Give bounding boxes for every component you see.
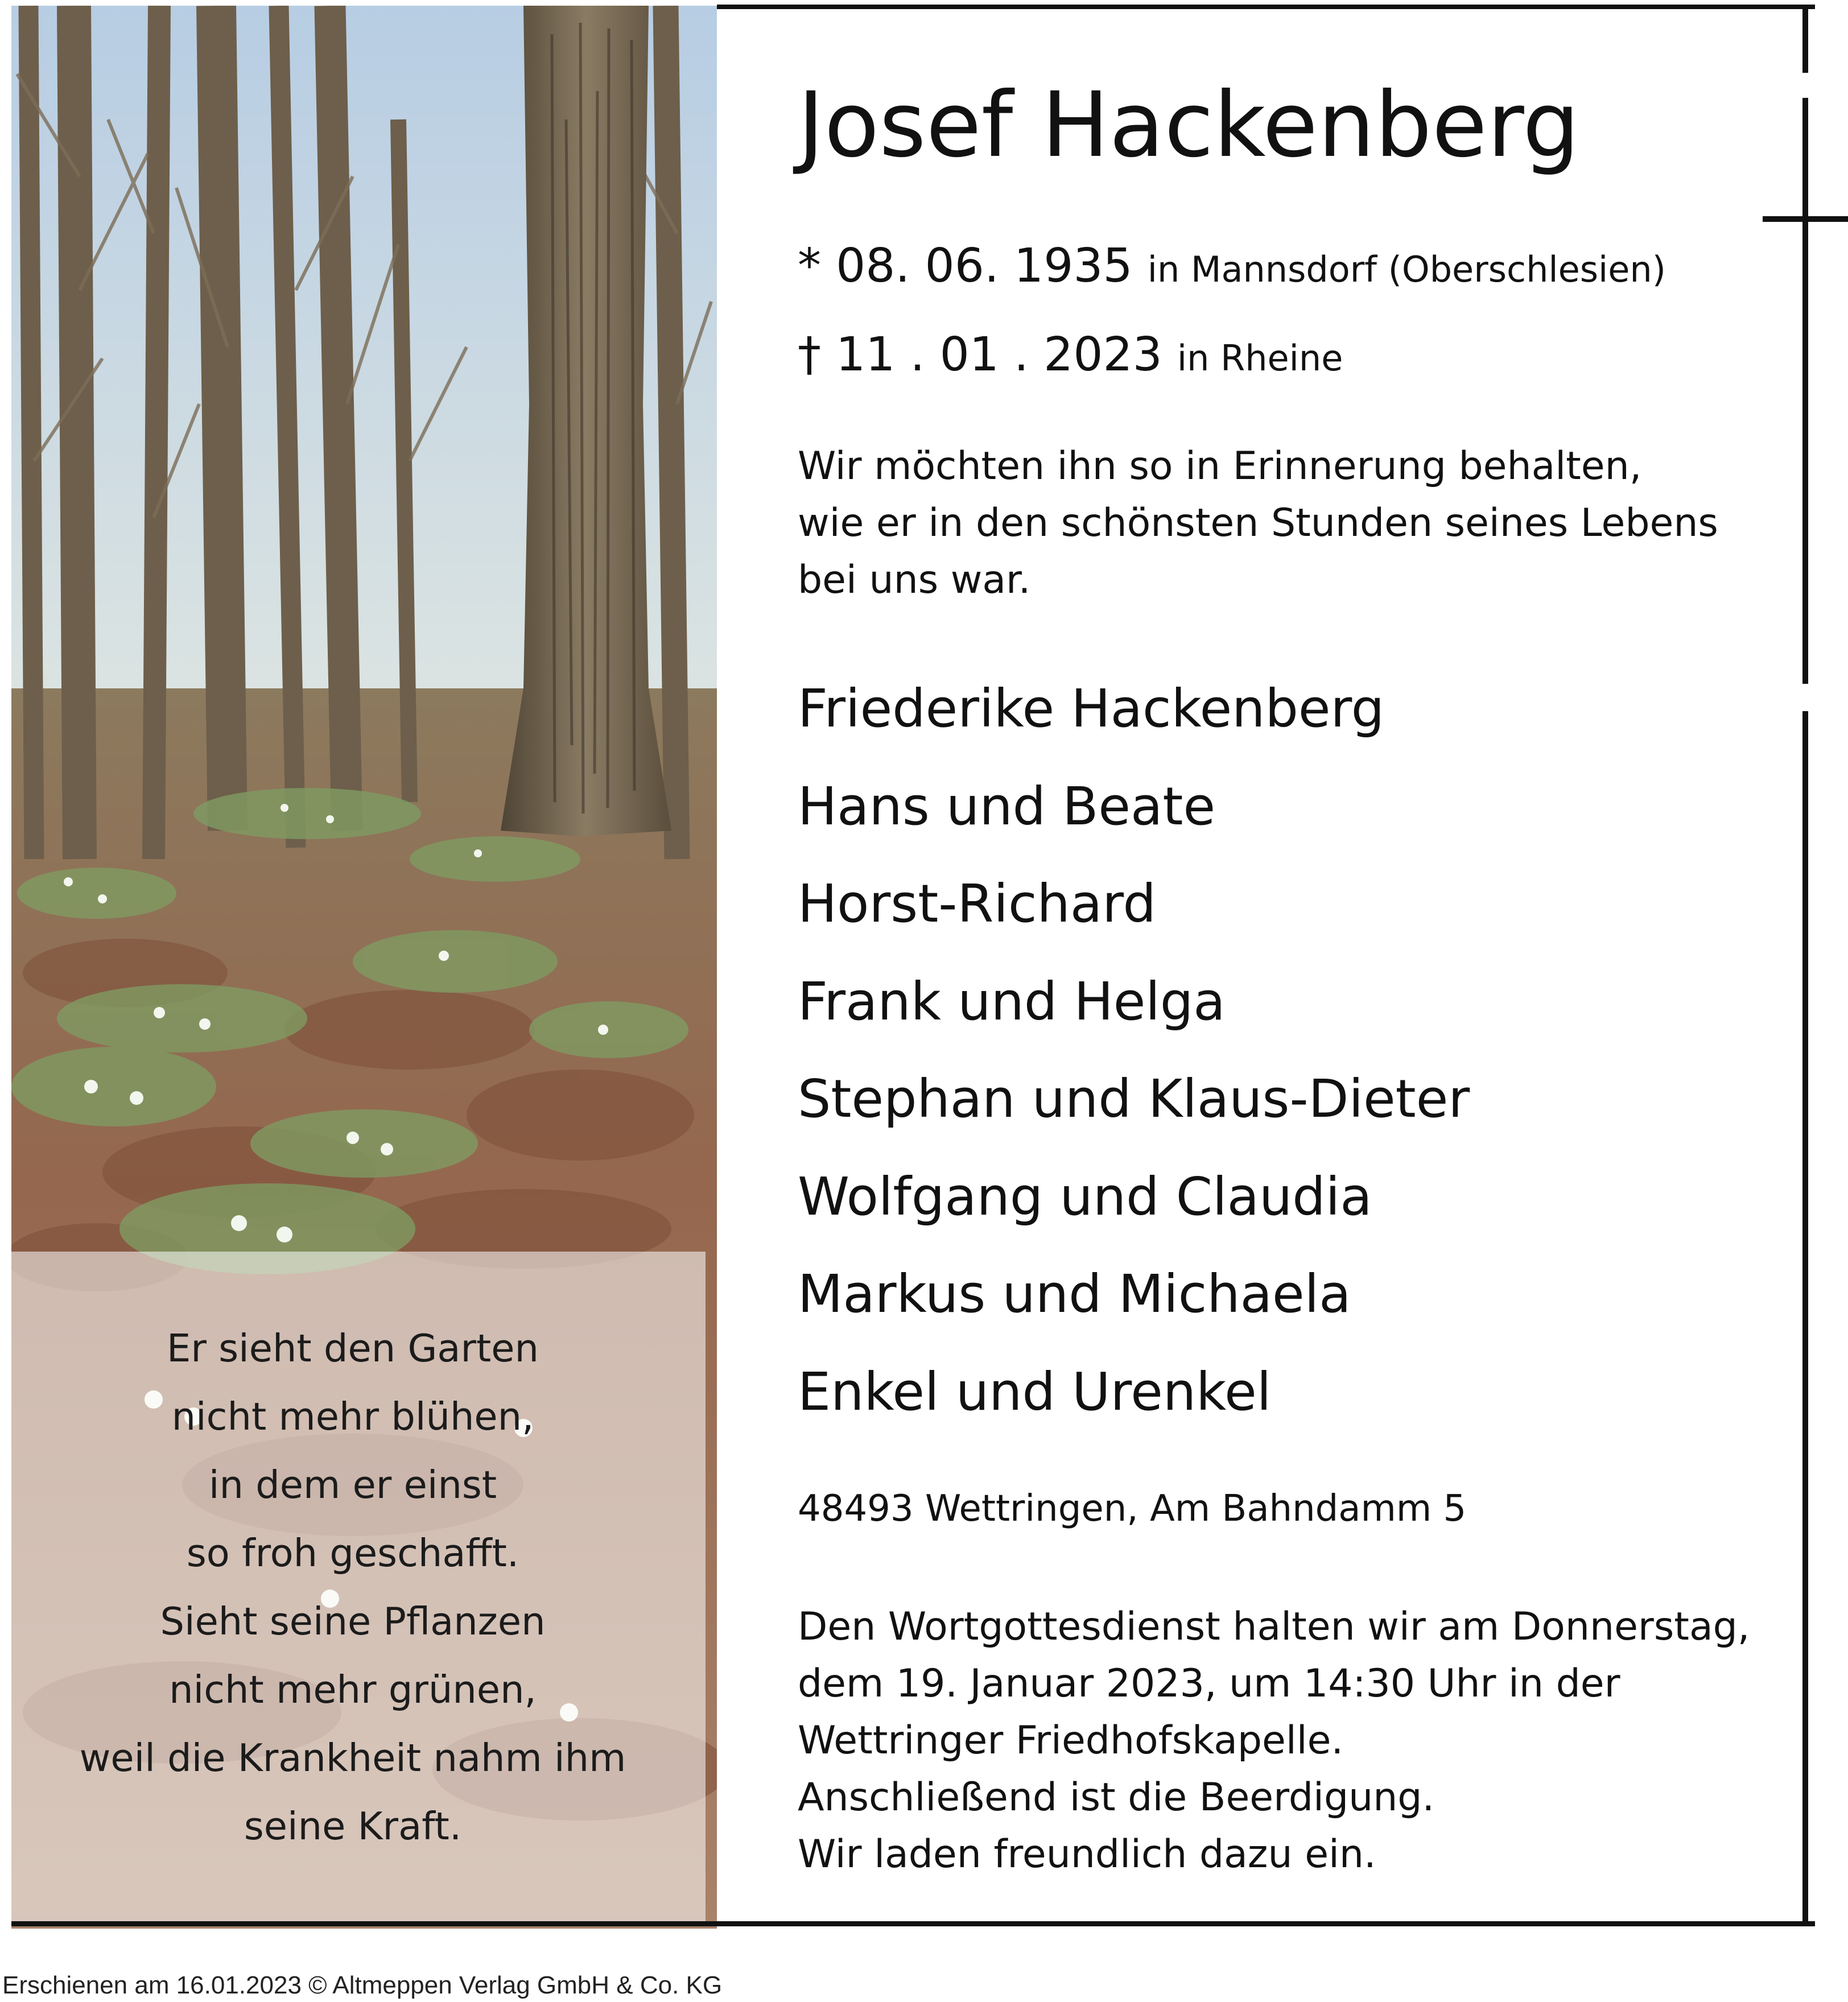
frame-right-border — [1802, 5, 1808, 73]
family-address: 48493 Wettringen, Am Bahndamm 5 — [798, 1488, 1467, 1530]
frame-bottom-border — [11, 1921, 1815, 1926]
death-line — [798, 327, 1343, 387]
birth-date: 08. 06. 1935 — [836, 239, 1133, 293]
service-line: Den Wortgottesdienst halten wir am Donnerstag, — [798, 1604, 1750, 1649]
poem-line: weil die Krankheit nahm ihm — [79, 1736, 626, 1780]
family-member: Horst-Richard — [798, 873, 1156, 934]
death-date: 11 . 01 . 2023 — [836, 328, 1162, 382]
quote-line: Wir möchten ihn so in Erinnerung behalten, — [798, 444, 1642, 489]
family-member: Frank und Helga — [798, 971, 1226, 1032]
cross-bar — [1763, 216, 1848, 222]
family-member: Hans und Beate — [798, 775, 1216, 837]
birth-line — [798, 238, 1666, 298]
birth-place: in Mannsdorf (Oberschlesien) — [1147, 249, 1666, 290]
deceased-name: Josef Hackenberg — [798, 73, 1580, 178]
poem-line: seine Kraft. — [244, 1804, 462, 1848]
service-info — [798, 1599, 1750, 1883]
family-member: Wolfgang und Claudia — [798, 1166, 1372, 1227]
death-place: in Rheine — [1177, 337, 1343, 379]
publication-footer: Erschienen am 16.01.2023 © Altmeppen Verlag GmbH & Co. KG — [2, 1971, 723, 1999]
frame-top-border — [717, 5, 1815, 9]
service-line: Wir laden freundlich dazu ein. — [798, 1832, 1376, 1877]
poem-line: nicht mehr blühen, — [171, 1394, 534, 1439]
service-line: dem 19. Januar 2023, um 14:30 Uhr in der — [798, 1661, 1620, 1706]
poem-line: Er sieht den Garten — [167, 1326, 539, 1371]
family-member: Stephan und Klaus-Dieter — [798, 1068, 1470, 1129]
service-line: Anschließend ist die Beerdigung. — [798, 1775, 1435, 1820]
quote-line: wie er in den schönsten Stunden seines Lebens — [798, 501, 1718, 546]
quote-line: bei uns war. — [798, 558, 1031, 602]
poem — [0, 1314, 706, 1860]
cross-icon — [1802, 98, 1808, 684]
family-list — [798, 660, 1470, 1440]
poem-line: nicht mehr grünen, — [169, 1667, 537, 1712]
birth-symbol: * — [798, 239, 821, 293]
death-symbol: † — [798, 328, 821, 382]
poem-line: so froh geschafft. — [186, 1531, 519, 1575]
service-line: Wettringer Friedhofskapelle. — [798, 1718, 1344, 1763]
family-member: Friederike Hackenberg — [798, 678, 1385, 739]
remembrance-quote — [798, 438, 1718, 609]
poem-line: in dem er einst — [208, 1463, 497, 1507]
family-member: Markus und Michaela — [798, 1264, 1351, 1324]
frame-right-border — [1802, 711, 1808, 1926]
poem-line: Sieht seine Pflanzen — [160, 1599, 546, 1644]
family-member: Enkel und Urenkel — [798, 1361, 1272, 1422]
